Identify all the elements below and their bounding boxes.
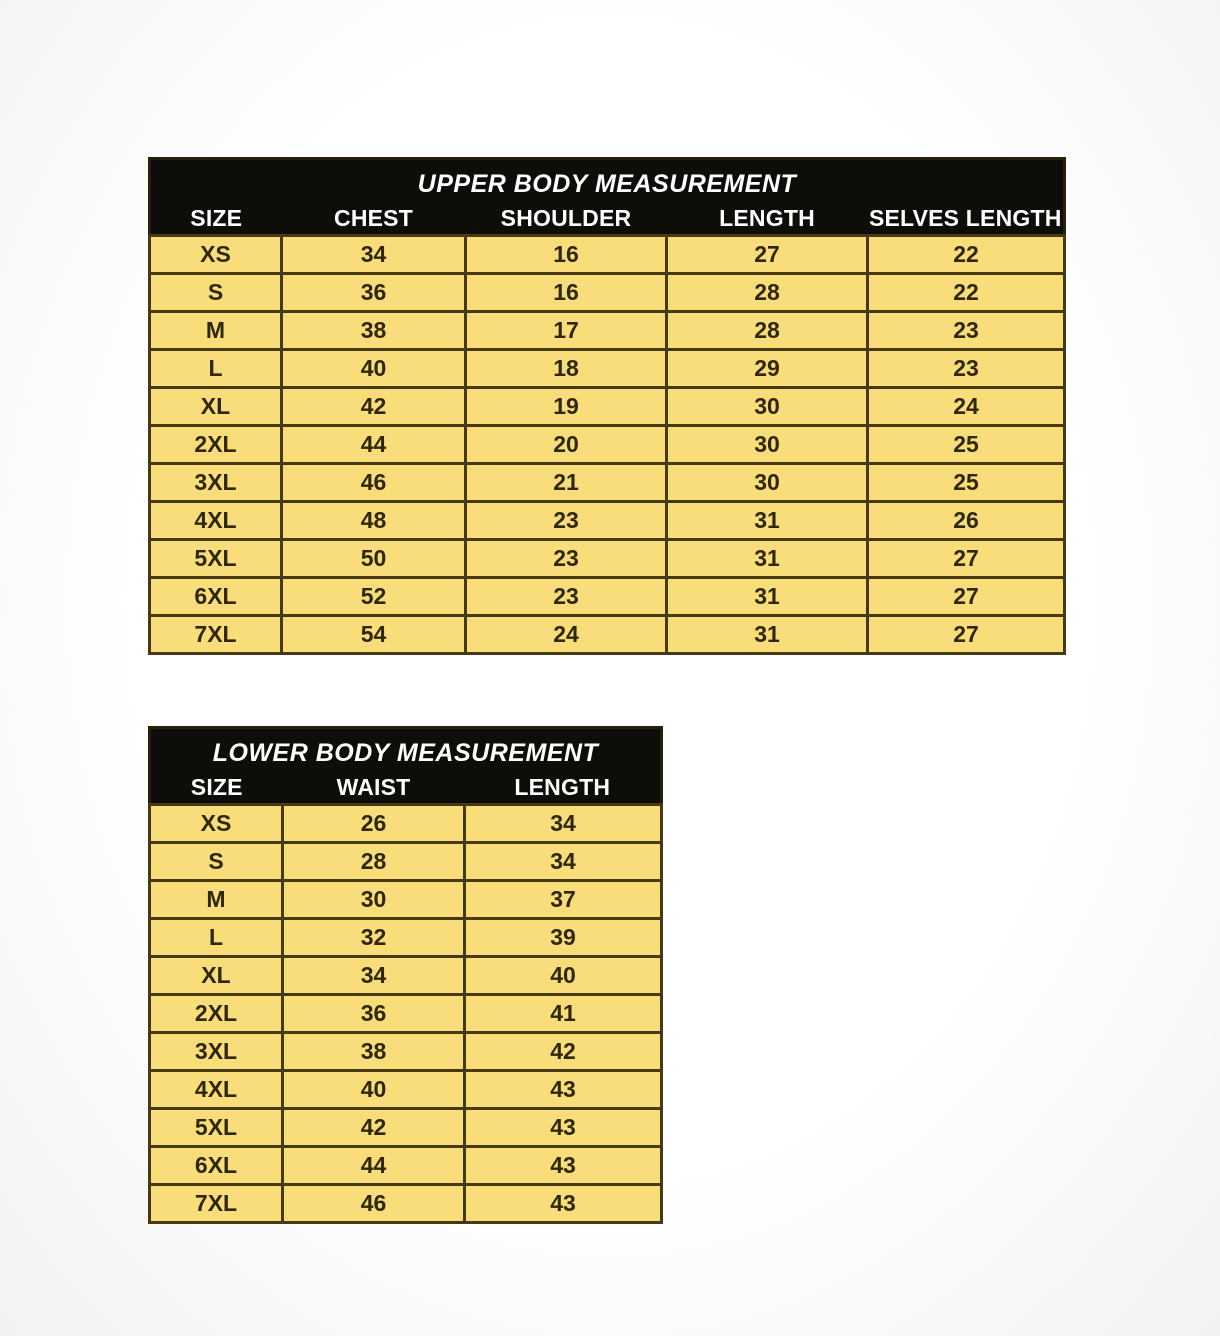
column-header: LENGTH [667,203,868,236]
value-cell: 43 [465,1071,662,1109]
table-row [150,1109,662,1147]
value-cell: 43 [465,1147,662,1185]
value-cell: 46 [283,1185,465,1223]
value-cell: 36 [282,274,466,312]
size-cell: 3XL [150,1033,283,1071]
value-cell: 30 [667,388,868,426]
size-cell: 6XL [150,578,282,616]
value-cell: 27 [868,616,1065,654]
value-cell: 52 [282,578,466,616]
table-row [150,502,1065,540]
value-cell: 32 [283,919,465,957]
column-header: SHOULDER [466,203,667,236]
value-cell: 50 [282,540,466,578]
column-header: WAIST [283,772,465,805]
value-cell: 26 [868,502,1065,540]
value-cell: 27 [667,236,868,274]
value-cell: 42 [283,1109,465,1147]
column-header: SIZE [150,203,282,236]
table-title: LOWER BODY MEASUREMENT [150,728,662,772]
value-cell: 28 [283,843,465,881]
value-cell: 21 [466,464,667,502]
value-cell: 26 [283,805,465,843]
size-cell: XS [150,805,283,843]
size-cell: L [150,350,282,388]
value-cell: 42 [465,1033,662,1071]
size-cell: M [150,312,282,350]
table-title-row [150,159,1065,203]
table-row [150,843,662,881]
value-cell: 25 [868,426,1065,464]
value-cell: 22 [868,274,1065,312]
value-cell: 38 [282,312,466,350]
value-cell: 20 [466,426,667,464]
column-header-row [150,203,1065,236]
size-cell: 3XL [150,464,282,502]
size-cell: 7XL [150,1185,283,1223]
table-title-row [150,728,662,772]
table-row [150,1033,662,1071]
table-body [150,805,662,1223]
table-row [150,464,1065,502]
value-cell: 24 [466,616,667,654]
value-cell: 36 [283,995,465,1033]
value-cell: 27 [868,540,1065,578]
column-header: CHEST [282,203,466,236]
value-cell: 44 [283,1147,465,1185]
value-cell: 16 [466,274,667,312]
value-cell: 19 [466,388,667,426]
table-row [150,578,1065,616]
table-row [150,957,662,995]
value-cell: 22 [868,236,1065,274]
value-cell: 43 [465,1185,662,1223]
table-row [150,1185,662,1223]
value-cell: 23 [466,502,667,540]
value-cell: 34 [465,805,662,843]
value-cell: 28 [667,312,868,350]
table-row [150,540,1065,578]
size-cell: S [150,274,282,312]
size-cell: 5XL [150,1109,283,1147]
value-cell: 29 [667,350,868,388]
size-cell: 5XL [150,540,282,578]
size-cell: 2XL [150,995,283,1033]
value-cell: 31 [667,616,868,654]
size-cell: 4XL [150,502,282,540]
value-cell: 34 [283,957,465,995]
value-cell: 42 [282,388,466,426]
value-cell: 41 [465,995,662,1033]
value-cell: 18 [466,350,667,388]
value-cell: 16 [466,236,667,274]
size-cell: 7XL [150,616,282,654]
value-cell: 23 [868,350,1065,388]
table-header [150,728,662,805]
size-cell: 6XL [150,1147,283,1185]
value-cell: 17 [466,312,667,350]
column-header-row [150,772,662,805]
column-header: SIZE [150,772,283,805]
size-cell: M [150,881,283,919]
value-cell: 39 [465,919,662,957]
size-cell: 4XL [150,1071,283,1109]
measurement-table [148,726,663,1224]
value-cell: 31 [667,540,868,578]
table-row [150,274,1065,312]
value-cell: 34 [465,843,662,881]
value-cell: 23 [466,540,667,578]
table-row [150,995,662,1033]
value-cell: 24 [868,388,1065,426]
table-title: UPPER BODY MEASUREMENT [150,159,1065,203]
table-row [150,1071,662,1109]
column-header: SELVES LENGTH [868,203,1065,236]
value-cell: 48 [282,502,466,540]
value-cell: 30 [283,881,465,919]
column-header: LENGTH [465,772,662,805]
value-cell: 40 [283,1071,465,1109]
value-cell: 28 [667,274,868,312]
value-cell: 30 [667,426,868,464]
table-header [150,159,1065,236]
size-cell: XS [150,236,282,274]
table-row [150,312,1065,350]
size-cell: L [150,919,283,957]
value-cell: 31 [667,578,868,616]
size-cell: XL [150,388,282,426]
table-row [150,616,1065,654]
value-cell: 25 [868,464,1065,502]
table-row [150,388,1065,426]
value-cell: 27 [868,578,1065,616]
value-cell: 37 [465,881,662,919]
value-cell: 40 [465,957,662,995]
table-body [150,236,1065,654]
value-cell: 34 [282,236,466,274]
value-cell: 38 [283,1033,465,1071]
table-row [150,236,1065,274]
measurement-table [148,157,1066,655]
value-cell: 40 [282,350,466,388]
value-cell: 43 [465,1109,662,1147]
value-cell: 46 [282,464,466,502]
value-cell: 44 [282,426,466,464]
table-row [150,805,662,843]
lower-body-measurement-table [148,726,660,1224]
table-row [150,350,1065,388]
upper-body-measurement-table [148,157,1063,655]
value-cell: 23 [868,312,1065,350]
table-row [150,881,662,919]
value-cell: 30 [667,464,868,502]
size-cell: XL [150,957,283,995]
size-cell: S [150,843,283,881]
value-cell: 23 [466,578,667,616]
table-row [150,426,1065,464]
table-row [150,919,662,957]
size-cell: 2XL [150,426,282,464]
value-cell: 31 [667,502,868,540]
value-cell: 54 [282,616,466,654]
table-row [150,1147,662,1185]
